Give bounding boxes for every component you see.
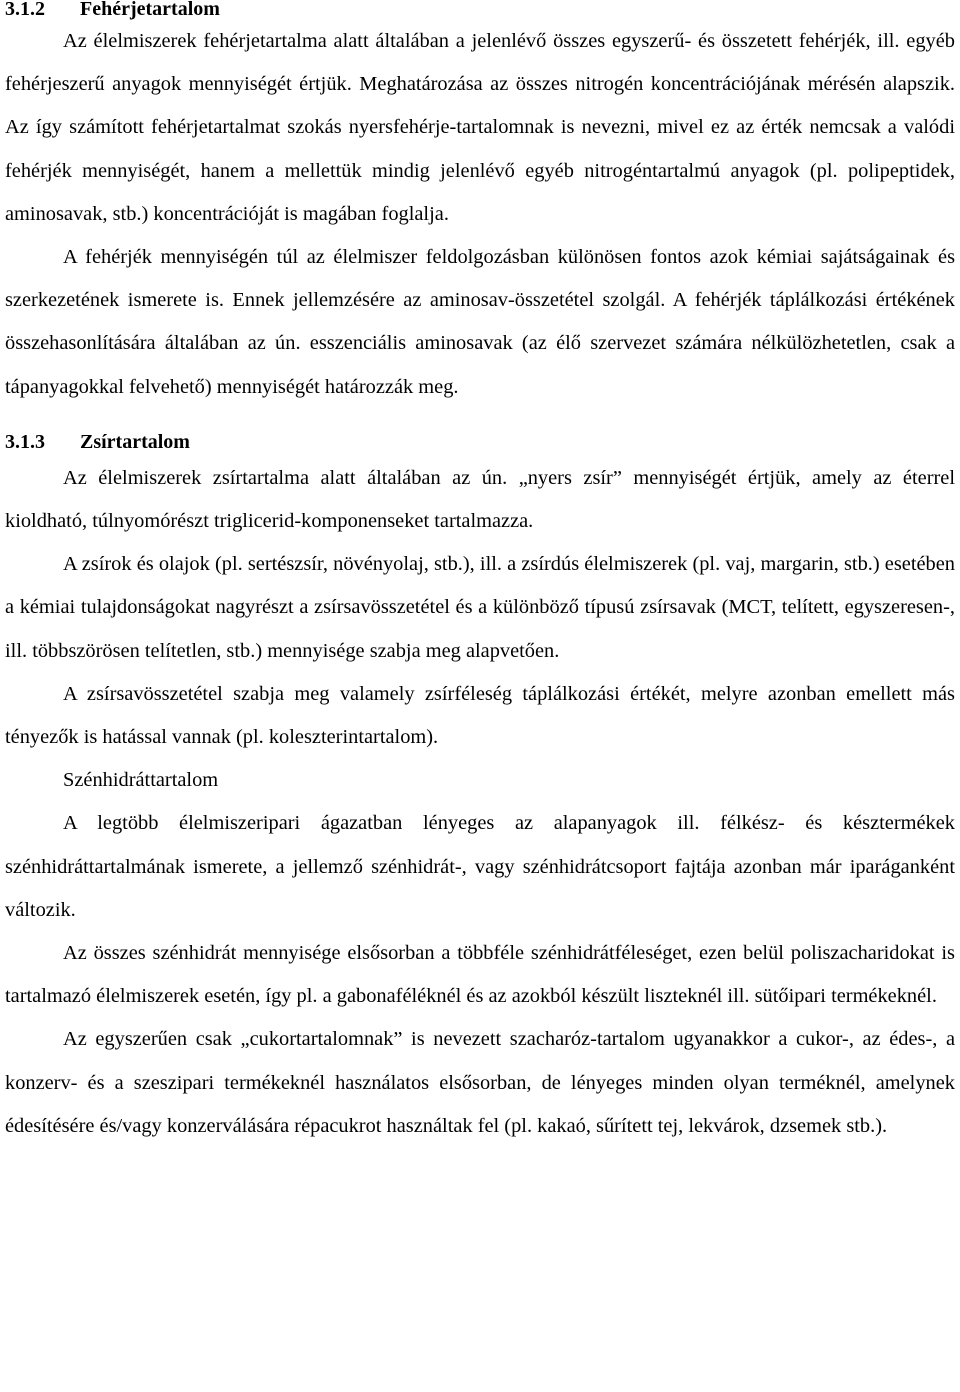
section-heading-protein xyxy=(5,0,955,20)
paragraph: A fehérjék mennyiségén túl az élelmiszer feldolgozásban különösen fontos azok kémiai sajátságainak és szerkezetének ismerete is. Ennek jellemzésére az aminosav-összetétel szolgál. A fehérjék táplálkozási értékének összehasonlítására általában az ún. esszenciális aminosavak (az élő szervezet számára nélkülözhetetlen, csak a tápanyagokkal felvehető) mennyiségét határozzák meg. xyxy=(5,246,955,398)
paragraph: A zsírsavösszetétel szabja meg valamely zsírféleség táplálkozási értékét, melyre azonban emellett más tényezők is hatással vannak (pl. koleszterintartalom). xyxy=(5,682,955,749)
paragraph: Az összes szénhidrát mennyisége elsősorban a többféle szénhidrátféleséget, ezen belül poliszacharidokat is tartalmazó élelmiszerek esetén, így pl. a gabonaféléknél és az azokból készült liszteknél ill. sütőipari termékeknél. xyxy=(5,942,955,1008)
paragraph: A zsírok és olajok (pl. sertészsír, növényolaj, stb.), ill. a zsírdús élelmiszerek (pl. vaj, margarin, stb.) esetében a kémiai tulajdonságokat nagyrészt a zsírsavösszetétel és a különböző típusú zsírsavak (MCT, telített, egyszeresen-, ill. többszörösen telítetlen, stb.) mennyisége szabja meg alapvetően. xyxy=(5,553,955,662)
paragraph: Az élelmiszerek fehérjetartalma alatt általában a jelenlévő összes egyszerű- és összetett fehérjék, ill. egyéb fehérjeszerű anyagok mennyiségét értjük. Meghatározása az összes nitrogén koncentrációjának mérésén alapszik. Az így számított fehérjetartalmat szokás nyersfehérje-tartalomnak is nevezni, mivel ez az érték nemcsak a valódi fehérjék mennyiségét, hanem a mellettük mindig jelenlévő egyéb nitrogéntartalmú anyagok (pl. polipeptidek, aminosavak, stb.) koncentrációját is magában foglalja. xyxy=(5,30,955,225)
paragraph: Az élelmiszerek zsírtartalma alatt általában az ún. „nyers zsír” mennyiségét értjük, amely az éterrel kioldható, túlnyomórészt triglicerid-komponenseket tartalmazza. xyxy=(5,466,955,533)
paragraph: A legtöbb élelmiszeripari ágazatban lényeges az alapanyagok ill. félkész- és késztermékek szénhidráttartalmának ismerete, a jellemző szénhidrát-, vagy szénhidrátcsoport fajtája azonban már iparáganként változik. xyxy=(5,812,955,921)
section-title: Fehérjetartalom xyxy=(80,0,220,20)
section-number: 3.1.3 xyxy=(5,430,45,453)
paragraph: Az egyszerűen csak „cukortartalomnak” is nevezett szacharóz-tartalom ugyanakkor a cukor-, az édes-, a konzerv- és a szeszipari termékeknél használatos elsősorban, de lényeges minden olyan terméknél, amelynek édesítésére és/vagy konzerválására répacukrot használtak fel (pl. kakaó, sűrített tej, lekvárok, dzsemek stb.). xyxy=(5,1028,955,1137)
section-heading-fat xyxy=(5,431,955,453)
document-page xyxy=(5,0,955,1148)
section-number: 3.1.2 xyxy=(5,0,45,20)
section-title: Zsírtartalom xyxy=(80,430,190,453)
subsection-title-carbohydrate: Szénhidráttartalom xyxy=(63,769,219,792)
